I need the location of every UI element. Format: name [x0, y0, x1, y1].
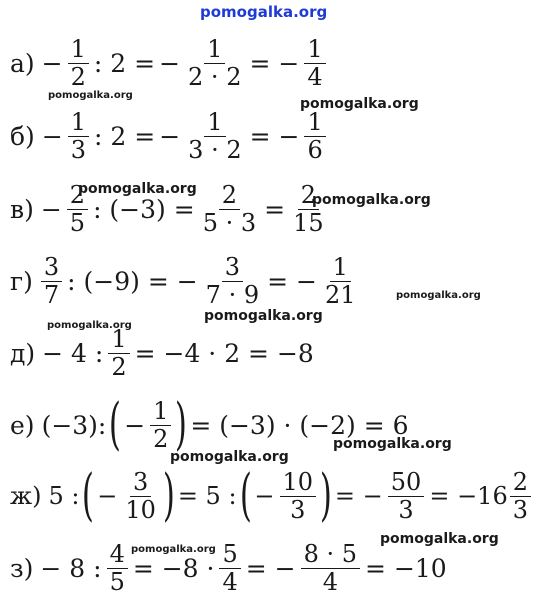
watermark-top: pomogalka.org — [200, 3, 328, 21]
operator: : (−3) = — [93, 194, 195, 224]
fraction: $\frac{2}{15}$ — [293, 180, 324, 237]
item-label: д) — [10, 338, 36, 368]
minus-sign: − — [159, 48, 181, 78]
watermark: pomogalka.org — [48, 90, 133, 101]
operator: = 5 : — [177, 482, 237, 510]
item-label: ж) — [10, 482, 42, 510]
fraction: $\frac{50}{3}$ — [388, 469, 425, 524]
operator: 5 : — [48, 482, 80, 510]
operator: (−3): — [41, 410, 107, 440]
watermark: pomogalka.org — [47, 320, 132, 331]
minus-sign: − — [159, 121, 181, 151]
watermark: pomogalka.org — [204, 308, 323, 324]
minus-sign: − — [97, 482, 118, 510]
left-paren: ( — [239, 463, 252, 528]
left-paren: ( — [82, 463, 95, 528]
fraction: $\frac{3}{7 \cdot 9}$ — [205, 252, 260, 309]
fraction: $\frac{2}{5 \cdot 3}$ — [202, 180, 257, 237]
item-label: з) — [10, 553, 34, 583]
operator: = −8 · — [132, 553, 215, 583]
item-label: в) — [10, 194, 34, 224]
item-label: г) — [10, 266, 33, 296]
equation-z — [8, 535, 449, 601]
right-paren: ) — [175, 392, 188, 457]
watermark: pomogalka.org — [380, 531, 499, 547]
operator: = − — [245, 553, 296, 583]
minus-sign: − — [124, 410, 146, 440]
right-paren: ) — [319, 463, 333, 528]
left-paren: ( — [109, 392, 122, 457]
operator: = − — [334, 482, 383, 510]
operator: − 8 : — [40, 553, 102, 583]
watermark: pomogalka.org — [131, 544, 216, 555]
equation-v — [8, 176, 330, 242]
fraction: $\frac{1}{3}$ — [68, 109, 89, 164]
operator: = (−3) · (−2) = 6 — [190, 410, 409, 440]
right-paren: ) — [162, 463, 175, 528]
operator: = −4 · 2 = −8 — [134, 338, 314, 368]
fraction: $\frac{1}{3 \cdot 2}$ — [188, 107, 242, 164]
fraction: $\frac{3}{10}$ — [125, 467, 156, 524]
operator: : 2 = — [93, 48, 156, 78]
item-label: е) — [10, 410, 35, 440]
watermark: pomogalka.org — [78, 181, 197, 197]
watermark: pomogalka.org — [312, 192, 431, 208]
minus-sign: − — [254, 482, 275, 510]
fraction: $\frac{8 \cdot 5}{4}$ — [301, 541, 360, 596]
equation-zh — [8, 463, 534, 529]
operator: : 2 = — [94, 121, 156, 151]
operator: = − — [267, 266, 317, 296]
minus-sign: − — [40, 194, 62, 224]
fraction: $\frac{3}{7}$ — [41, 254, 62, 309]
equation-a — [8, 30, 329, 96]
operator: = − — [249, 48, 300, 78]
watermark: pomogalka.org — [396, 290, 481, 301]
watermark: pomogalka.org — [300, 96, 419, 112]
equation-d — [8, 320, 316, 386]
fraction: $\frac{4}{5}$ — [107, 541, 128, 596]
fraction: $\frac{2}{3}$ — [510, 469, 531, 524]
operator: = −10 — [365, 553, 447, 583]
equation-e — [8, 392, 411, 458]
operator: = −16 — [429, 482, 508, 510]
watermark: pomogalka.org — [170, 449, 289, 465]
equation-b — [8, 103, 329, 169]
watermark: pomogalka.org — [333, 436, 452, 452]
fraction: $\frac{10}{3}$ — [280, 469, 317, 524]
fraction: $\frac{1}{21}$ — [324, 252, 356, 309]
fraction: $\frac{1}{2 \cdot 2}$ — [188, 34, 242, 91]
fraction: $\frac{5}{4}$ — [219, 541, 240, 596]
fraction: $\frac{1}{6}$ — [304, 109, 325, 164]
operator: = − — [249, 121, 300, 151]
equation-g — [8, 248, 362, 314]
fraction: $\frac{2}{5}$ — [67, 182, 88, 237]
operator: = — [264, 194, 286, 224]
fraction: $\frac{1}{2}$ — [68, 36, 89, 91]
item-label: б) — [10, 121, 35, 151]
minus-sign: − — [41, 121, 63, 151]
fraction: $\frac{1}{2}$ — [108, 326, 129, 381]
operator: − 4 : — [42, 338, 104, 368]
fraction: $\frac{1}{4}$ — [304, 36, 325, 91]
fraction: $\frac{1}{2}$ — [150, 398, 171, 453]
operator: : (−9) = − — [67, 266, 198, 296]
item-label: а) — [10, 48, 35, 78]
minus-sign: − — [41, 48, 63, 78]
